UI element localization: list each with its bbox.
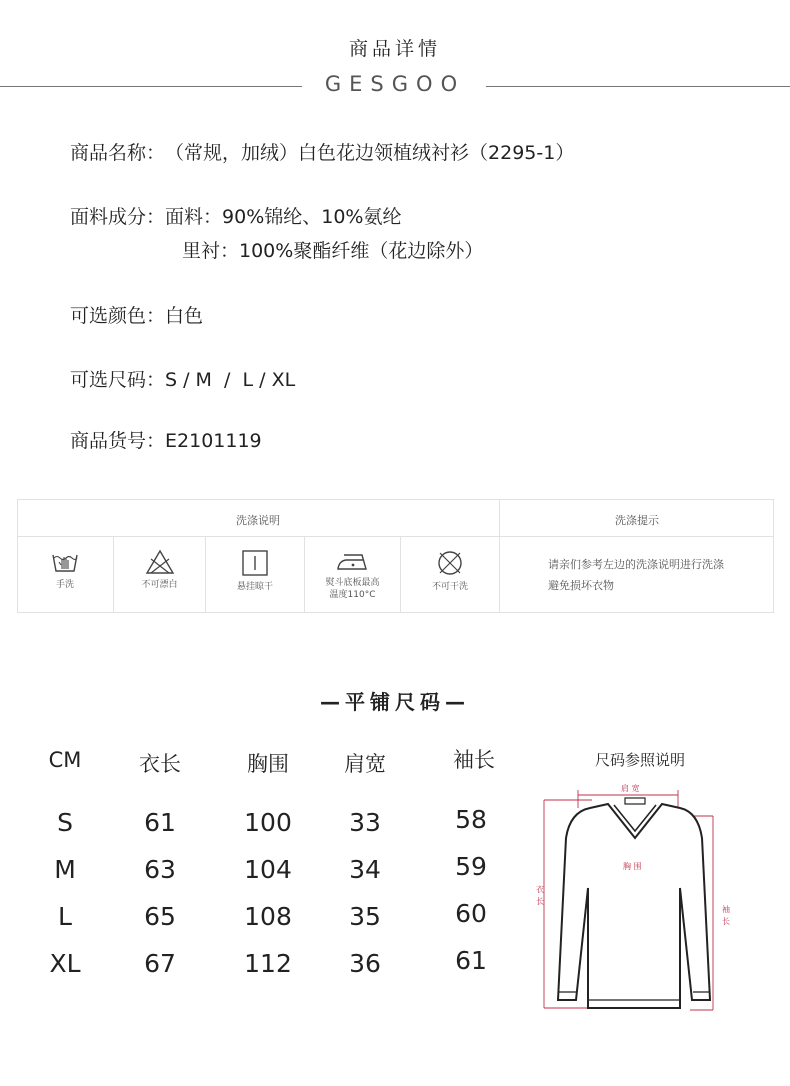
wash-tip-line-2: 避免损坏衣物 bbox=[548, 579, 614, 592]
wash-item-iron bbox=[305, 537, 401, 613]
size-cell: 36 bbox=[349, 949, 381, 978]
info-color-label: 可选颜色： bbox=[70, 305, 166, 327]
info-sizes-value: S / M / L / XL bbox=[165, 369, 296, 391]
sweater-diagram bbox=[530, 778, 730, 1040]
page-title: 商品详情 bbox=[348, 38, 441, 60]
sweater-outline bbox=[558, 798, 710, 1008]
info-color-row bbox=[70, 301, 203, 328]
diagram-label-shoulder: 肩 宽 bbox=[621, 784, 640, 793]
size-cell: 61 bbox=[144, 808, 176, 837]
no-bleach-icon bbox=[145, 549, 175, 575]
size-cell: 33 bbox=[349, 808, 381, 837]
wash-item-label: 不可干洗 bbox=[431, 582, 468, 592]
size-cell: 63 bbox=[144, 855, 176, 884]
size-header-cm: CM bbox=[48, 748, 82, 772]
diagram-label-chest: 胸 围 bbox=[623, 862, 642, 871]
info-name-label: 商品名称： bbox=[70, 142, 166, 164]
diagram-label-length: 衣长 bbox=[536, 885, 544, 906]
size-cell: XL bbox=[49, 949, 81, 978]
wash-item-hand-wash bbox=[17, 537, 114, 613]
diagram-label-sleeve: 袖长 bbox=[722, 905, 730, 926]
size-cell: 60 bbox=[455, 899, 487, 928]
size-cell: 61 bbox=[455, 946, 487, 975]
info-sku-label: 商品货号： bbox=[70, 430, 166, 452]
size-header-sleeve: 袖长 bbox=[453, 748, 495, 772]
size-section-title: —平铺尺码— bbox=[320, 690, 470, 714]
iron-icon bbox=[336, 549, 370, 573]
size-cell: M bbox=[54, 855, 76, 884]
size-cell: 59 bbox=[455, 852, 487, 881]
size-cell: S bbox=[57, 808, 73, 837]
wash-item-label: 手洗 bbox=[55, 580, 74, 590]
info-sizes-label: 可选尺码： bbox=[70, 369, 166, 391]
no-dry-clean-icon bbox=[436, 549, 464, 577]
wash-header-right: 洗涤提示 bbox=[615, 514, 659, 527]
size-cell: L bbox=[58, 902, 72, 931]
size-header-chest: 胸围 bbox=[247, 752, 289, 776]
size-cell: 104 bbox=[244, 855, 292, 884]
info-name-value: （常规，加绒）白色花边领植绒衬衫（2295-1） bbox=[165, 142, 575, 164]
header-divider-right bbox=[486, 86, 790, 87]
info-color-value: 白色 bbox=[165, 305, 204, 327]
size-cell: 34 bbox=[349, 855, 381, 884]
size-header-length: 衣长 bbox=[139, 752, 181, 776]
wash-item-no-bleach bbox=[114, 537, 206, 613]
wash-item-label: 悬挂晾干 bbox=[236, 582, 273, 592]
size-cell: 108 bbox=[244, 902, 292, 931]
wash-item-no-dry-clean bbox=[401, 537, 499, 613]
wash-item-hang-dry bbox=[206, 537, 305, 613]
info-fabric-row bbox=[70, 202, 401, 229]
info-sku-value: E2101119 bbox=[165, 430, 262, 452]
info-fabric-label: 面料成分： bbox=[70, 206, 166, 228]
size-cell: 58 bbox=[455, 805, 487, 834]
wash-tip bbox=[548, 554, 758, 596]
size-cell: 112 bbox=[244, 949, 292, 978]
info-lining-value: 里衬：100%聚酯纤维（花边除外） bbox=[182, 240, 484, 262]
size-cell: 100 bbox=[244, 808, 292, 837]
size-header-shoulder: 肩宽 bbox=[344, 752, 386, 776]
wash-item-label: 不可漂白 bbox=[141, 580, 178, 590]
size-cell: 67 bbox=[144, 949, 176, 978]
wash-item-label-2: 温度110°C bbox=[329, 590, 376, 600]
size-cell: 65 bbox=[144, 902, 176, 931]
wash-item-label: 熨斗底板最高 bbox=[325, 578, 380, 588]
info-name-row bbox=[70, 138, 574, 165]
wash-header-left: 洗涤说明 bbox=[236, 514, 280, 527]
wash-tip-line-1: 请亲们参考左边的洗涤说明进行洗涤 bbox=[548, 558, 724, 571]
size-guide-title: 尺码参照说明 bbox=[594, 751, 685, 769]
info-sizes-row bbox=[70, 365, 295, 392]
size-cell: 35 bbox=[349, 902, 381, 931]
info-sku-row bbox=[70, 426, 262, 453]
hand-wash-icon bbox=[51, 549, 79, 575]
brand-name: GESGOO bbox=[324, 72, 466, 96]
hang-dry-icon bbox=[241, 549, 269, 577]
info-fabric-value: 面料：90%锦纶、10%氨纶 bbox=[165, 206, 402, 228]
